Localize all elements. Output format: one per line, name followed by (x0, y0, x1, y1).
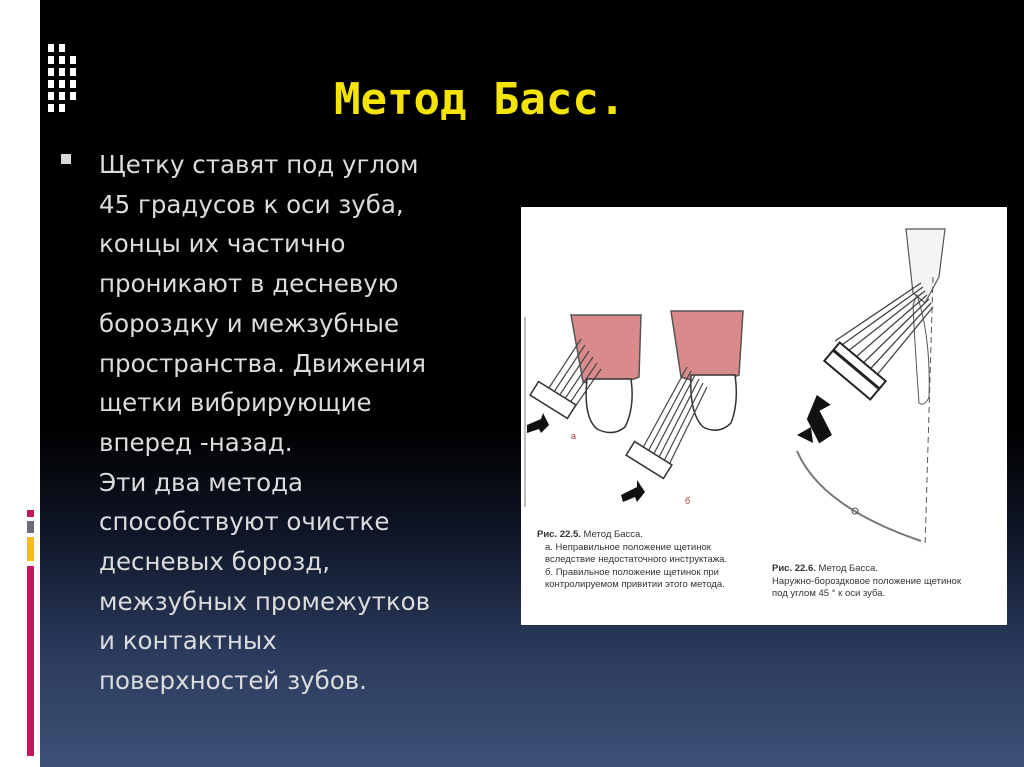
body-line: Эти два метода (99, 467, 304, 497)
body-line: проникают в десневую (99, 269, 399, 299)
body-line: межзубных промежутков (99, 586, 431, 616)
body-line: десневых борозд, (99, 547, 331, 577)
slide-title: Метод Басс. (334, 74, 626, 125)
body-line: концы их частично (99, 229, 346, 259)
body-line: и контактных (99, 626, 277, 656)
body-line: вперед -назад. (99, 427, 293, 457)
body-line: Щетку ставят под углом (99, 150, 419, 179)
caption-left (537, 529, 727, 592)
caption-left-line: б. Правильное положение щетинок при (545, 566, 719, 578)
body-line: пространства. Движения (99, 348, 426, 378)
caption-right-number: Рис. 22.6. (772, 563, 816, 574)
caption-left-line: контролируемом привитии этого метода. (545, 579, 725, 590)
bullet-marker (61, 154, 71, 164)
caption-left-line: вследствие недостаточного инструктажа. (545, 554, 728, 565)
body-text (99, 145, 519, 701)
label-b: б (685, 496, 691, 506)
caption-right-title: Метод Басса. (815, 563, 878, 574)
deco-bars-left (0, 0, 40, 767)
deco-squares-top (40, 0, 80, 130)
body-line: 45 градусов к оси зуба, (99, 189, 404, 219)
caption-right-line: Наружно-бороздковое положение щетинок (772, 575, 961, 587)
caption-right (772, 563, 961, 601)
body-line: бороздку и межзубные (99, 308, 400, 338)
caption-left-line: а. Неправильное положение щетинок (545, 541, 711, 553)
body-line: щетки вибрирующие (99, 388, 372, 418)
caption-left-number: Рис. 22.5. (537, 529, 581, 540)
body-line: способствуют очистке (99, 507, 390, 537)
caption-right-line: под углом 45 ° к оси зуба. (772, 588, 886, 599)
caption-left-title: Метод Басса. (580, 529, 643, 540)
bass-method-figure (521, 207, 1007, 625)
label-a: а (571, 431, 577, 441)
body-line: поверхностей зубов. (99, 666, 367, 696)
